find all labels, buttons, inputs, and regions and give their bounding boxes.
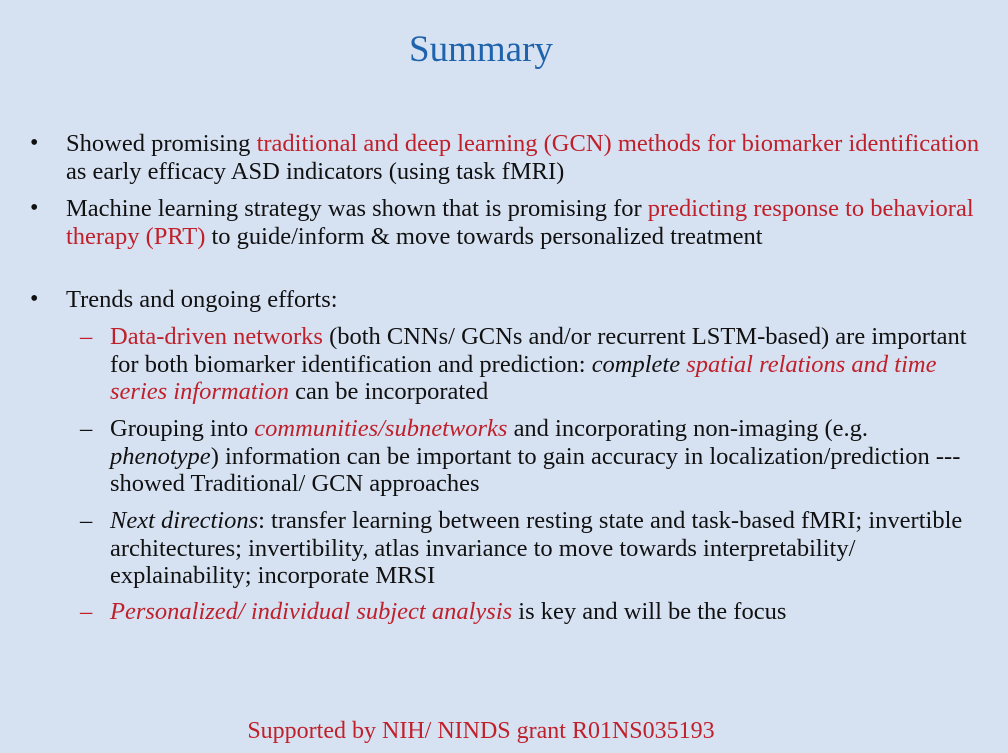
highlighted-text: Data-driven networks <box>110 323 323 350</box>
italic-text: complete <box>591 350 687 378</box>
sub-bullet-text <box>110 598 786 625</box>
bullet-item-2 <box>30 195 981 250</box>
bullet-text <box>66 195 974 250</box>
bullet-text <box>66 130 979 185</box>
bullet-marker: • <box>30 130 39 156</box>
highlighted-text: predicting response to behavioral therapy (PRT) <box>66 195 974 250</box>
text-run: is key and will be the focus <box>512 598 787 625</box>
sub-bullet-marker: – <box>80 323 93 350</box>
sub-bullet-text <box>110 415 960 497</box>
text-run: (both CNNs/ GCNs and/or recurrent LSTM-based) are important for both biomarker identification and prediction: <box>110 323 967 378</box>
text-run: Machine learning strategy was shown that is promising for <box>66 195 648 222</box>
text-run: and incorporating non-imaging (e.g. <box>507 415 869 442</box>
funding-footer: Supported by NIH/ NINDS grant R01NS035193 <box>247 718 715 744</box>
italic-text: Next directions <box>110 507 259 534</box>
sub-bullet-marker: – <box>80 415 93 442</box>
slide-title: Summary <box>409 29 553 70</box>
sub-bullet-marker: – <box>80 507 93 534</box>
sub-bullet-item-2 <box>80 415 980 498</box>
text-run: ) information can be important to gain accuracy in localization/prediction --- showed Traditional/ GCN approaches <box>110 442 961 497</box>
text-run: : transfer learning between resting state and task-based fMRI; invertible architectures; invertibility, atlas invariance to move towards interpretability/ explainability; incorporate MRSI <box>110 507 963 589</box>
sub-bullet-text <box>110 507 962 589</box>
sub-bullet-item-3 <box>80 507 980 590</box>
text-run: as early efficacy ASD indicators (using task fMRI) <box>66 157 565 185</box>
sub-bullet-text <box>110 323 967 405</box>
bullet-item-3 <box>30 286 981 314</box>
highlighted-text: traditional and deep learning (GCN) methods for biomarker identification <box>256 130 980 157</box>
bullet-item-1 <box>30 130 981 185</box>
bullet-text: Trends and ongoing efforts: <box>66 286 338 313</box>
bullet-marker: • <box>30 286 39 312</box>
highlighted-italic-text: Personalized/ individual subject analysis <box>110 598 513 625</box>
text-run: Showed promising <box>66 130 257 157</box>
highlighted-italic-text: spatial relations and time series information <box>110 350 937 405</box>
sub-bullet-item-1 <box>80 323 980 406</box>
text-run: can be incorporated <box>289 378 489 405</box>
text-run: Grouping into <box>110 415 255 442</box>
text-run: to guide/inform & move towards personalized treatment <box>205 222 763 250</box>
bullet-marker: • <box>30 195 39 221</box>
highlighted-italic-text: communities/subnetworks <box>254 415 508 442</box>
sub-bullet-marker: – <box>80 598 93 625</box>
italic-text: phenotype <box>110 442 211 470</box>
sub-bullet-item-4 <box>80 598 980 626</box>
